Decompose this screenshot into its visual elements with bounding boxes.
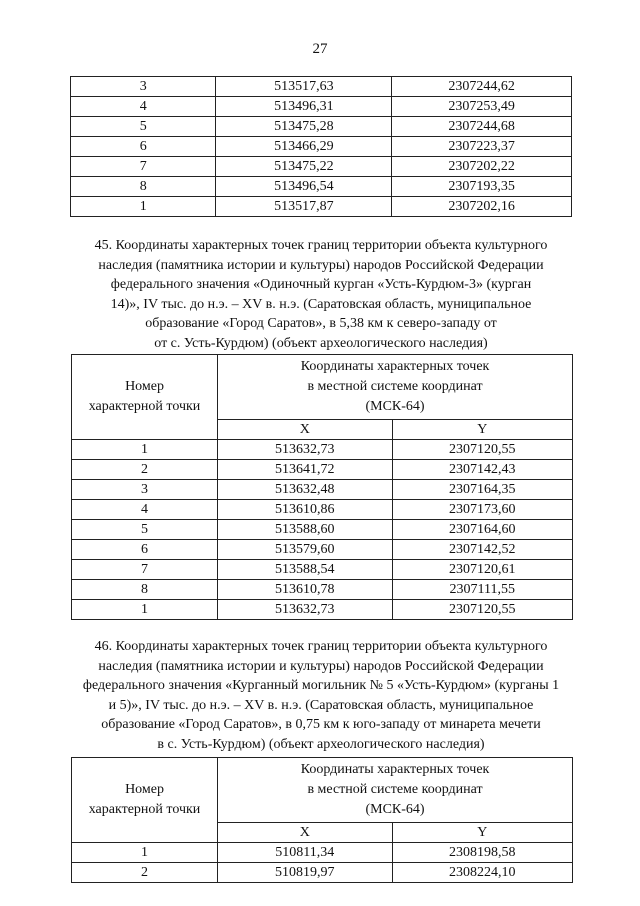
table-row	[71, 77, 572, 97]
section-46-heading	[66, 637, 576, 755]
point-number-cell: 1	[72, 440, 218, 460]
x-coordinate-cell: 510811,34	[218, 843, 392, 863]
x-coordinate-cell: 513641,72	[218, 460, 392, 480]
y-coordinate-cell: 2307202,16	[392, 197, 572, 217]
point-number-header	[72, 758, 218, 843]
coordinates-header	[218, 355, 573, 420]
x-column-header: X	[218, 823, 392, 843]
point-number-cell: 2	[72, 460, 218, 480]
table-row	[71, 177, 572, 197]
heading-line: и 5)», IV тыс. до н.э. – XV в. н.э. (Саратовская область, муниципальное	[108, 697, 534, 713]
y-coordinate-cell: 2307193,35	[392, 177, 572, 197]
x-coordinate-cell: 513579,60	[218, 540, 392, 560]
heading-line: наследия (памятника истории и культуры) народов Российской Федерации	[98, 658, 544, 674]
x-coordinate-cell: 513496,31	[216, 97, 392, 117]
x-coordinate-cell: 513610,78	[218, 580, 392, 600]
y-coordinate-cell: 2307111,55	[392, 580, 572, 600]
x-coordinate-cell: 513632,73	[218, 600, 392, 620]
point-number-cell: 4	[71, 97, 216, 117]
heading-line: 46. Координаты характерных точек границ территории объекта культурного	[94, 639, 548, 654]
point-number-cell: 8	[71, 177, 216, 197]
table-row	[71, 117, 572, 137]
table-row	[72, 540, 573, 560]
coordinates-table-continued	[70, 76, 572, 217]
table-row	[72, 580, 573, 600]
point-number-cell: 5	[72, 520, 218, 540]
x-coordinate-cell: 513466,29	[216, 137, 392, 157]
x-coordinate-cell: 513517,63	[216, 77, 392, 97]
header-line: в местной системе координат	[307, 379, 483, 394]
y-coordinate-cell: 2307120,55	[392, 600, 572, 620]
y-coordinate-cell: 2307223,37	[392, 137, 572, 157]
header-line: характерной точки	[88, 399, 201, 414]
header-line: в местной системе координат	[307, 782, 483, 797]
y-column-header: Y	[392, 420, 572, 440]
header-line: Номер	[125, 782, 164, 797]
coordinates-header	[218, 758, 573, 823]
header-line: Координаты характерных точек	[300, 762, 490, 777]
y-coordinate-cell: 2307173,60	[392, 500, 572, 520]
point-number-cell: 3	[71, 77, 216, 97]
page-number: 27	[312, 41, 328, 57]
heading-line: 14)», IV тыс. до н.э. – XV в. н.э. (Саратовская область, муниципальное	[110, 296, 532, 312]
y-coordinate-cell: 2308224,10	[392, 863, 572, 883]
x-coordinate-cell: 513588,54	[218, 560, 392, 580]
heading-line: наследия (памятника истории и культуры) народов Российской Федерации	[98, 257, 544, 273]
point-number-cell: 3	[72, 480, 218, 500]
heading-line: в с. Усть-Курдюм) (объект археологического наследия)	[157, 736, 485, 752]
y-coordinate-cell: 2307120,55	[392, 440, 572, 460]
header-line: характерной точки	[88, 802, 201, 817]
heading-line: образование «Город Саратов», в 0,75 км к юго-западу от минарета мечети	[101, 717, 541, 733]
table-row	[72, 440, 573, 460]
heading-line: от с. Усть-Курдюм) (объект археологического наследия)	[154, 335, 488, 351]
x-coordinate-cell: 513475,28	[216, 117, 392, 137]
point-number-cell: 1	[72, 843, 218, 863]
table-row	[71, 157, 572, 177]
point-number-cell: 2	[72, 863, 218, 883]
table-row	[72, 863, 573, 883]
x-coordinate-cell: 513588,60	[218, 520, 392, 540]
header-row	[72, 758, 573, 823]
header-line: (МСК-64)	[365, 399, 425, 414]
point-number-header	[72, 355, 218, 440]
point-number-cell: 6	[71, 137, 216, 157]
y-coordinate-cell: 2307244,62	[392, 77, 572, 97]
header-line: Координаты характерных точек	[300, 359, 490, 374]
y-coordinate-cell: 2308198,58	[392, 843, 572, 863]
y-column-header: Y	[392, 823, 572, 843]
point-number-cell: 8	[72, 580, 218, 600]
point-number-cell: 4	[72, 500, 218, 520]
table-row	[72, 843, 573, 863]
table-row	[72, 500, 573, 520]
table-row	[72, 600, 573, 620]
y-coordinate-cell: 2307253,49	[392, 97, 572, 117]
y-coordinate-cell: 2307164,60	[392, 520, 572, 540]
section-45-heading	[66, 236, 576, 354]
point-number-cell: 7	[72, 560, 218, 580]
point-number-cell: 6	[72, 540, 218, 560]
point-number-cell: 1	[71, 197, 216, 217]
table-row	[72, 480, 573, 500]
point-number-cell: 1	[72, 600, 218, 620]
x-coordinate-cell: 513496,54	[216, 177, 392, 197]
table-row	[71, 97, 572, 117]
x-coordinate-cell: 513632,48	[218, 480, 392, 500]
coordinates-table-section-45	[71, 354, 573, 620]
table-row	[71, 197, 572, 217]
x-column-header: X	[218, 420, 392, 440]
heading-line: федерального значения «Одиночный курган «Усть-Курдюм-3» (курган	[110, 277, 532, 293]
y-coordinate-cell: 2307244,68	[392, 117, 572, 137]
point-number-cell: 7	[71, 157, 216, 177]
y-coordinate-cell: 2307202,22	[392, 157, 572, 177]
table-row	[72, 520, 573, 540]
x-coordinate-cell: 513475,22	[216, 157, 392, 177]
coordinates-table-section-46	[71, 757, 573, 883]
y-coordinate-cell: 2307164,35	[392, 480, 572, 500]
x-coordinate-cell: 513610,86	[218, 500, 392, 520]
header-line: Номер	[125, 379, 164, 394]
table-row	[71, 137, 572, 157]
heading-line: 45. Координаты характерных точек границ территории объекта культурного	[94, 238, 548, 253]
x-coordinate-cell: 510819,97	[218, 863, 392, 883]
y-coordinate-cell: 2307142,43	[392, 460, 572, 480]
heading-line: федерального значения «Курганный могильник № 5 «Усть-Курдюм» (курганы 1	[82, 678, 560, 694]
table-row	[72, 560, 573, 580]
y-coordinate-cell: 2307142,52	[392, 540, 572, 560]
heading-line: образование «Город Саратов», в 5,38 км к северо-западу от	[145, 316, 497, 332]
x-coordinate-cell: 513632,73	[218, 440, 392, 460]
x-coordinate-cell: 513517,87	[216, 197, 392, 217]
header-line: (МСК-64)	[365, 802, 425, 817]
point-number-cell: 5	[71, 117, 216, 137]
y-coordinate-cell: 2307120,61	[392, 560, 572, 580]
header-row	[72, 355, 573, 420]
table-row	[72, 460, 573, 480]
